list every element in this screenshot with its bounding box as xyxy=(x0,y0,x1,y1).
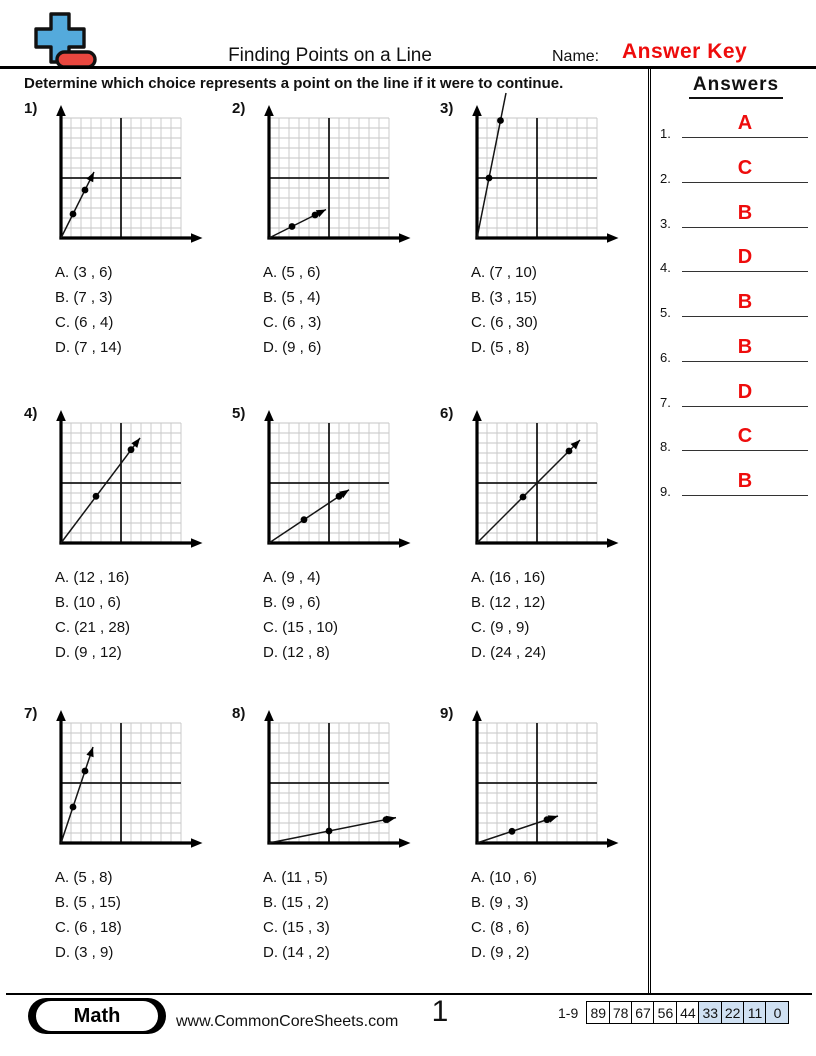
problem-header xyxy=(24,403,232,555)
plotted-point xyxy=(486,175,493,182)
y-axis-arrow-icon xyxy=(56,410,66,421)
plotted-point xyxy=(70,211,77,218)
choice-option: D. (5 , 8) xyxy=(471,339,530,356)
choice-option: D. (7 , 14) xyxy=(55,339,122,356)
coordinate-grid xyxy=(54,409,206,555)
answer-row xyxy=(660,415,808,455)
coordinate-grid xyxy=(54,104,206,250)
problem xyxy=(440,403,648,703)
coordinate-grid xyxy=(262,709,414,855)
choice-option: B. (5 , 4) xyxy=(263,289,321,306)
score-box: 67 xyxy=(631,1001,655,1024)
choice-list xyxy=(471,260,648,360)
problem xyxy=(24,403,232,703)
answer-row xyxy=(660,281,808,320)
answer-blank-line xyxy=(682,326,808,362)
plotted-point xyxy=(82,768,89,775)
choice-option: A. (12 , 16) xyxy=(55,569,130,586)
plotted-point xyxy=(520,494,527,501)
choice-option: D. (14 , 2) xyxy=(263,944,330,961)
x-axis-arrow-icon xyxy=(191,538,203,548)
plotted-point xyxy=(383,816,390,823)
grid-midlines xyxy=(269,723,389,843)
y-axis-arrow-icon xyxy=(472,410,482,421)
plotted-point xyxy=(93,493,100,500)
answer-key-label: Answer Key xyxy=(622,40,748,63)
answer-number: 6. xyxy=(660,349,671,365)
answer-blank-line xyxy=(682,102,808,138)
worksheet-title: Finding Points on a Line xyxy=(228,45,432,66)
problem-header xyxy=(24,703,232,855)
score-box: 89 xyxy=(586,1001,610,1024)
grid-midlines xyxy=(61,118,181,238)
plotted-point xyxy=(336,493,343,500)
choice-option: B. (3 , 15) xyxy=(471,289,537,306)
choice-option: B. (10 , 6) xyxy=(55,594,121,611)
choice-option: D. (12 , 8) xyxy=(263,644,330,661)
choice-list xyxy=(263,260,440,360)
problem-header xyxy=(440,403,648,555)
choice-list xyxy=(471,565,648,665)
plotted-line xyxy=(477,93,506,238)
answer-row xyxy=(660,326,808,365)
plotted-point xyxy=(326,828,333,835)
answer-number: 4. xyxy=(660,260,671,276)
problem xyxy=(232,403,440,703)
choice-option: B. (9 , 6) xyxy=(263,594,321,611)
answer-blank-line xyxy=(682,371,808,407)
choice-option: D. (9 , 6) xyxy=(263,339,322,356)
choice-option: C. (6 , 4) xyxy=(55,314,114,331)
answer-blank-line xyxy=(682,192,808,228)
choice-list xyxy=(471,865,648,965)
y-axis-arrow-icon xyxy=(264,710,274,721)
answer-number: 8. xyxy=(660,439,671,455)
choice-option: A. (5 , 8) xyxy=(55,869,113,886)
choice-option: D. (3 , 9) xyxy=(55,944,114,961)
answer-row xyxy=(660,371,808,410)
answer-blank-line xyxy=(682,147,808,183)
problems-grid xyxy=(24,98,648,965)
score-strip xyxy=(558,1001,789,1024)
answer-row xyxy=(660,102,808,141)
problem-number: 7) xyxy=(24,705,38,722)
answer-row xyxy=(660,192,808,231)
answers-separator xyxy=(648,68,651,994)
choice-option: C. (6 , 3) xyxy=(263,314,322,331)
answer-number: 2. xyxy=(660,170,671,186)
answers-title: Answers xyxy=(689,74,783,99)
answer-number: 9. xyxy=(660,484,671,499)
score-range-label: 1-9 xyxy=(558,1004,579,1021)
x-axis-arrow-icon xyxy=(607,838,619,848)
score-box: 0 xyxy=(765,1001,789,1024)
line-arrow-icon xyxy=(86,747,93,757)
problem xyxy=(24,98,232,403)
answer-letter: B xyxy=(737,470,753,492)
y-axis-arrow-icon xyxy=(472,105,482,116)
problem-number: 4) xyxy=(24,405,38,422)
choice-option: B. (7 , 3) xyxy=(55,289,113,306)
problem-number: 9) xyxy=(440,705,454,722)
answer-letter: D xyxy=(737,380,753,403)
answer-blank-line xyxy=(682,281,808,317)
coordinate-grid xyxy=(262,104,414,250)
coordinate-grid xyxy=(470,409,622,555)
choice-option: D. (9 , 12) xyxy=(55,644,122,661)
answer-number: 7. xyxy=(660,394,671,410)
x-axis-arrow-icon xyxy=(191,838,203,848)
x-axis-arrow-icon xyxy=(191,233,203,243)
choice-option: A. (7 , 10) xyxy=(471,264,537,281)
plotted-point xyxy=(128,446,135,453)
x-axis-arrow-icon xyxy=(399,233,411,243)
footer-divider xyxy=(6,993,812,995)
y-axis-arrow-icon xyxy=(472,710,482,721)
y-axis-arrow-icon xyxy=(56,105,66,116)
answer-letter: C xyxy=(737,156,753,179)
minus-icon xyxy=(57,52,95,67)
answer-letter: B xyxy=(737,335,753,358)
score-box: 11 xyxy=(743,1001,767,1024)
plotted-point xyxy=(544,816,551,823)
commoncoresheets-logo xyxy=(30,12,108,70)
coordinate-grid xyxy=(470,709,622,855)
name-label: Name: xyxy=(552,48,600,65)
choice-option: A. (10 , 6) xyxy=(471,869,537,886)
problem xyxy=(232,98,440,403)
page-number: 1 xyxy=(431,995,449,1028)
choice-option: C. (21 , 28) xyxy=(55,619,131,636)
score-boxes xyxy=(586,1001,789,1024)
x-axis-arrow-icon xyxy=(607,538,619,548)
plotted-line xyxy=(477,440,580,543)
y-axis-arrow-icon xyxy=(264,410,274,421)
plotted-point xyxy=(312,212,319,219)
coordinate-grid xyxy=(470,104,622,250)
answers-panel xyxy=(656,74,816,994)
choice-option: A. (5 , 6) xyxy=(263,264,321,281)
answer-letter: C xyxy=(737,425,753,448)
grid-midlines xyxy=(477,723,597,843)
plotted-point xyxy=(497,117,504,124)
plotted-point xyxy=(509,828,516,835)
answer-number: 5. xyxy=(660,305,671,320)
choice-list xyxy=(55,260,232,360)
choice-option: B. (5 , 15) xyxy=(55,894,121,911)
answer-blank-line xyxy=(682,460,808,496)
choice-option: C. (15 , 10) xyxy=(263,619,339,636)
choice-option: B. (15 , 2) xyxy=(263,894,329,911)
x-axis-arrow-icon xyxy=(399,838,411,848)
x-axis-arrow-icon xyxy=(399,538,411,548)
plotted-point xyxy=(82,187,89,194)
grid-midlines xyxy=(269,423,389,543)
problem-number: 8) xyxy=(232,705,246,722)
choice-option: B. (9 , 3) xyxy=(471,894,529,911)
answer-number: 1. xyxy=(660,126,671,141)
y-axis-arrow-icon xyxy=(56,710,66,721)
plotted-line xyxy=(61,747,93,843)
choice-list xyxy=(263,565,440,665)
problem-number: 6) xyxy=(440,405,454,422)
score-box: 22 xyxy=(721,1001,745,1024)
subject-badge xyxy=(28,998,166,1034)
answer-letter: D xyxy=(737,246,753,269)
plotted-point xyxy=(566,448,573,455)
plotted-point xyxy=(70,804,77,811)
score-box: 56 xyxy=(653,1001,677,1024)
choice-option: C. (8 , 6) xyxy=(471,919,530,936)
coordinate-grid xyxy=(54,709,206,855)
problem-number: 3) xyxy=(440,100,454,117)
choice-option: C. (6 , 30) xyxy=(471,314,538,331)
problem-number: 5) xyxy=(232,405,246,422)
score-box: 44 xyxy=(676,1001,700,1024)
answer-letter: B xyxy=(737,201,753,224)
coordinate-grid xyxy=(262,409,414,555)
y-axis-arrow-icon xyxy=(264,105,274,116)
answer-row xyxy=(660,236,808,276)
problem-number: 2) xyxy=(232,100,246,117)
answer-letter: A xyxy=(737,112,753,134)
choice-option: A. (16 , 16) xyxy=(471,569,546,586)
problem-header xyxy=(232,403,440,555)
subject-badge-label: Math xyxy=(36,1001,158,1031)
plotted-point xyxy=(289,223,296,230)
grid-midlines xyxy=(61,723,181,843)
problem xyxy=(440,703,648,965)
problem-header xyxy=(440,98,648,250)
problem xyxy=(24,703,232,965)
choice-list xyxy=(263,865,440,965)
problem xyxy=(440,98,648,403)
choice-option: A. (9 , 4) xyxy=(263,569,321,586)
choice-list xyxy=(55,865,232,965)
problem-number: 1) xyxy=(24,100,38,117)
choice-option: D. (9 , 2) xyxy=(471,944,530,961)
choice-option: A. (3 , 6) xyxy=(55,264,113,281)
problem xyxy=(232,703,440,965)
problem-header xyxy=(232,703,440,855)
plotted-line xyxy=(269,818,396,843)
website-url: www.CommonCoreSheets.com xyxy=(176,1013,399,1030)
choice-option: D. (24 , 24) xyxy=(471,644,547,661)
answer-blank-line xyxy=(682,415,808,451)
instruction-text: Determine which choice represents a point on the line if it were to continue. xyxy=(24,75,564,92)
choice-option: A. (11 , 5) xyxy=(263,869,328,886)
grid-midlines xyxy=(477,118,597,238)
plotted-line xyxy=(61,438,140,543)
score-box: 78 xyxy=(609,1001,633,1024)
x-axis-arrow-icon xyxy=(607,233,619,243)
choice-option: C. (15 , 3) xyxy=(263,919,330,936)
choice-option: C. (6 , 18) xyxy=(55,919,122,936)
grid-midlines xyxy=(61,423,181,543)
choice-list xyxy=(55,565,232,665)
grid-midlines xyxy=(269,118,389,238)
answer-number: 3. xyxy=(660,215,671,231)
answer-row xyxy=(660,460,808,499)
choice-option: B. (12 , 12) xyxy=(471,594,546,611)
answer-letter: B xyxy=(737,291,753,313)
problem-header xyxy=(440,703,648,855)
choice-option: C. (9 , 9) xyxy=(471,619,530,636)
problem-header xyxy=(232,98,440,250)
problem-header xyxy=(24,98,232,250)
header-divider xyxy=(0,66,816,69)
plotted-point xyxy=(301,516,308,523)
score-box: 33 xyxy=(698,1001,722,1024)
answer-row xyxy=(660,147,808,186)
answer-blank-line xyxy=(682,236,808,272)
